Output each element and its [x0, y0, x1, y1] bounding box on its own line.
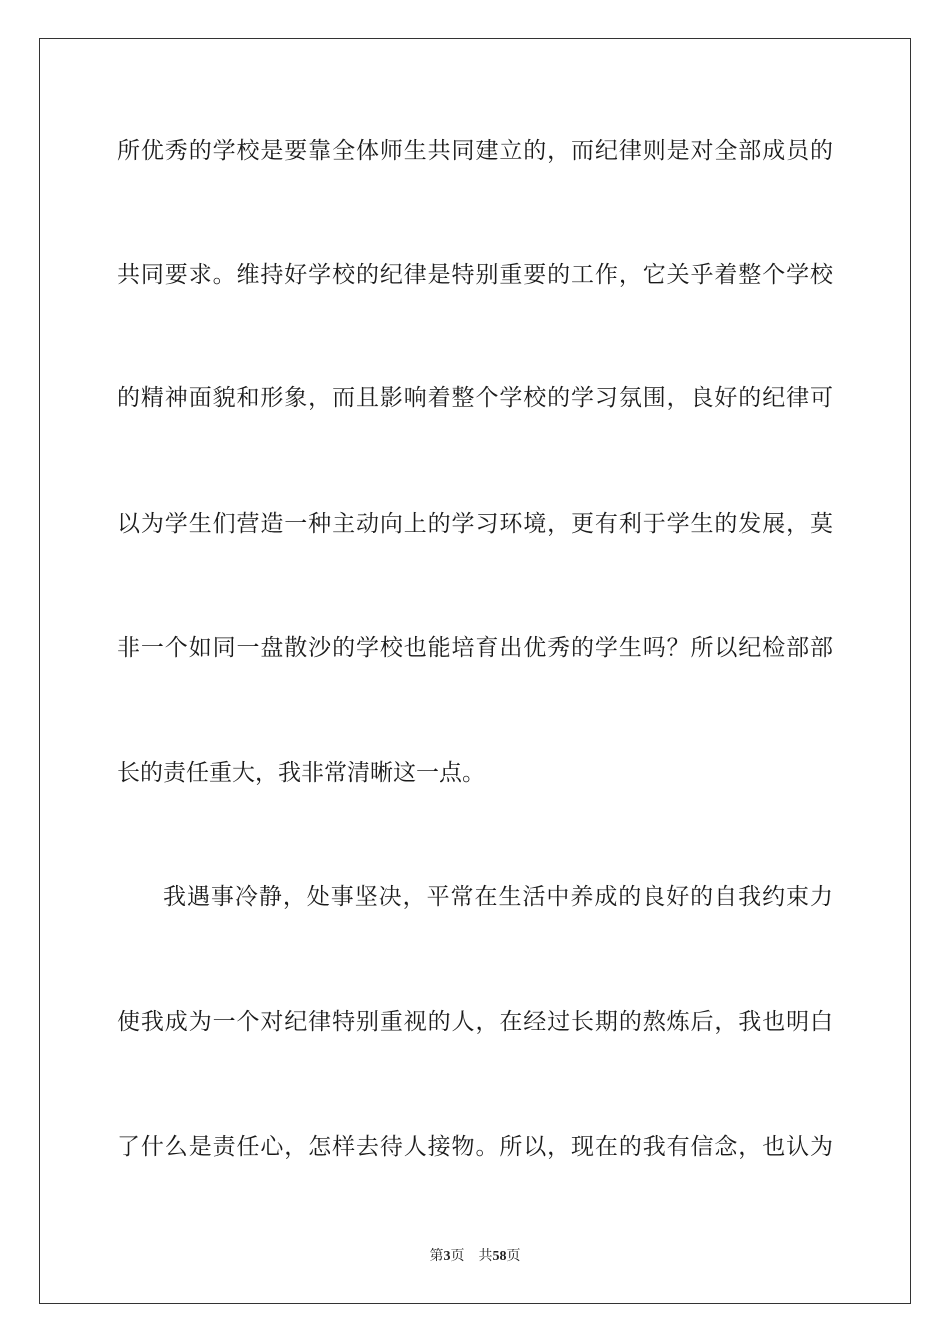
paragraph-line: 了什么是责任心，怎样去待人接物。所以，现在的我有信念，也认为 — [117, 1134, 833, 1160]
paragraph-line: 长的责任重大，我非常清晰这一点。 — [117, 760, 485, 786]
page-border — [39, 38, 911, 1304]
paragraph-line: 的精神面貌和形象，而且影响着整个学校的学习氛围，良好的纪律可 — [117, 385, 833, 411]
page-number: 3 — [443, 1249, 451, 1264]
paragraph-line: 所优秀的学校是要靠全体师生共同建立的，而纪律则是对全部成员的 — [117, 138, 833, 164]
paragraph-line: 以为学生们营造一种主动向上的学习环境，更有利于学生的发展，莫 — [117, 511, 833, 537]
paragraph-line: 共同要求。维持好学校的纪律是特别重要的工作，它关乎着整个学校 — [117, 262, 833, 288]
paragraph-line: 使我成为一个对纪律特别重视的人，在经过长期的熬炼后，我也明白 — [117, 1009, 833, 1035]
paragraph-line: 我遇事冷静，处事坚决，平常在生活中养成的良好的自我约束力 — [163, 884, 833, 910]
total-label-prefix: 共 — [478, 1249, 493, 1264]
total-pages: 58 — [492, 1249, 507, 1264]
page-label-prefix: 第 — [429, 1249, 444, 1264]
paragraph-line: 非一个如同一盘散沙的学校也能培育出优秀的学生吗？所以纪检部部 — [117, 635, 833, 661]
page-label-suffix: 页 — [450, 1249, 465, 1264]
page-footer — [0, 1248, 950, 1266]
total-label-suffix: 页 — [506, 1249, 521, 1264]
